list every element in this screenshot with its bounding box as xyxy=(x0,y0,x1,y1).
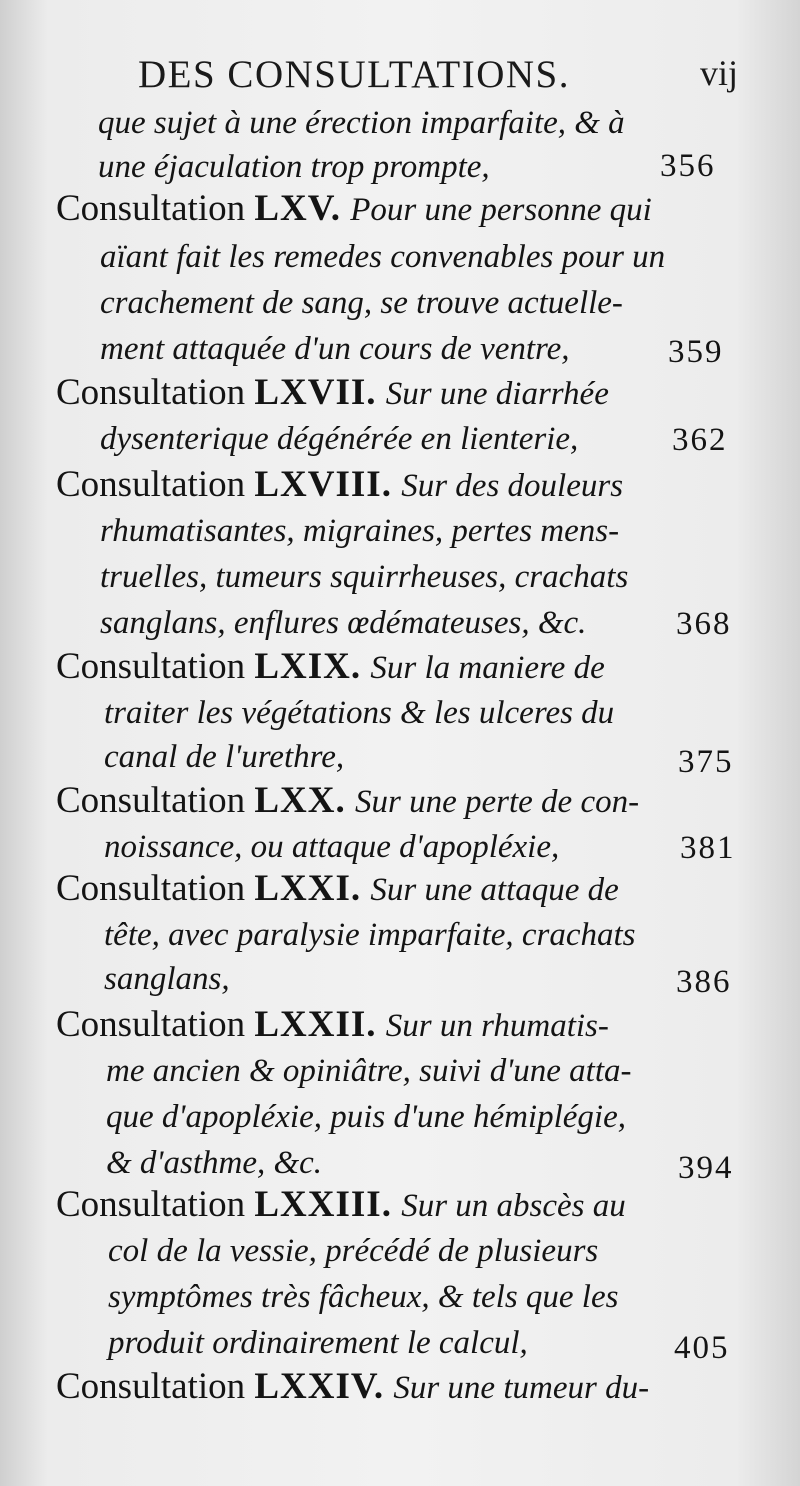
entry-2-line-2: dysenterique dégénérée en lienterie, xyxy=(100,421,579,457)
entry-7-line-2: me ancien & opiniâtre, suivi d'une atta- xyxy=(106,1053,632,1089)
entry-3-line-2: rhumatisantes, migraines, pertes mens- xyxy=(100,513,620,549)
entry-1-line-1: Pour une personne qui xyxy=(350,192,652,228)
entry-0-line-2: une éjaculation trop prompte, xyxy=(98,149,490,185)
consultation-label: Consultation xyxy=(56,372,246,413)
entry-3-page-number: 368 xyxy=(676,606,732,642)
entry-1-line-2: aïant fait les remedes convenables pour un xyxy=(100,239,666,275)
consultation-number: LXVII. xyxy=(254,372,377,413)
entry-8-line-3: symptômes très fâcheux, & tels que les xyxy=(108,1279,619,1315)
entry-6-page-number: 386 xyxy=(676,964,732,1000)
consultation-label: Consultation xyxy=(56,780,246,821)
entry-2-heading xyxy=(56,370,609,416)
entry-0-line-1: que sujet à une érection imparfaite, & à xyxy=(98,105,625,141)
entry-8-heading xyxy=(56,1182,626,1228)
entry-5-page-number: 381 xyxy=(680,830,736,866)
entry-9-line-1: Sur une tumeur du- xyxy=(393,1370,650,1406)
consultation-number: LXIX. xyxy=(254,646,362,687)
entry-8-page-number: 405 xyxy=(674,1330,730,1366)
entry-6-line-3: sanglans, xyxy=(104,961,230,997)
consultation-label: Consultation xyxy=(56,1184,246,1225)
entry-6-line-2: tête, avec paralysie imparfaite, crachats xyxy=(104,917,636,953)
entry-1-line-4: ment attaquée d'un cours de ventre, xyxy=(100,331,570,367)
entry-7-line-3: que d'apopléxie, puis d'une hémiplégie, xyxy=(106,1099,626,1135)
running-head xyxy=(138,46,738,106)
entry-5-line-2: noissance, ou attaque d'apopléxie, xyxy=(104,829,560,865)
consultation-number: LXXIII. xyxy=(254,1184,392,1225)
entry-7-line-4: & d'asthme, &c. xyxy=(106,1145,323,1181)
entry-5-heading xyxy=(56,778,639,824)
consultation-label: Consultation xyxy=(56,188,246,229)
entry-8-line-1: Sur un abscès au xyxy=(401,1188,626,1224)
entry-4-line-2: traiter les végétations & les ulceres du xyxy=(104,695,615,731)
entry-1-heading xyxy=(56,186,652,232)
consultation-number: LXXI. xyxy=(254,868,362,909)
consultation-number: LXXIV. xyxy=(254,1366,385,1407)
entry-0-page-number: 356 xyxy=(660,148,716,184)
consultation-number: LXV. xyxy=(254,188,341,229)
consultation-number: LXXII. xyxy=(254,1004,377,1045)
entry-4-page-number: 375 xyxy=(678,744,734,780)
entry-7-page-number: 394 xyxy=(678,1150,734,1186)
entry-4-line-3: canal de l'urethre, xyxy=(104,739,345,775)
entry-3-line-3: truelles, tumeurs squirrheuses, crachats xyxy=(100,559,629,595)
entry-1-line-3: crachement de sang, se trouve actuelle- xyxy=(100,285,623,321)
entry-2-line-1: Sur une diarrhée xyxy=(385,376,609,412)
entry-8-line-4: produit ordinairement le calcul, xyxy=(108,1325,528,1361)
entry-3-line-1: Sur des douleurs xyxy=(401,468,624,504)
consultation-label: Consultation xyxy=(56,646,246,687)
consultation-label: Consultation xyxy=(56,1004,246,1045)
consultation-label: Consultation xyxy=(56,464,246,505)
entry-1-page-number: 359 xyxy=(668,334,724,370)
entry-4-heading xyxy=(56,644,605,690)
consultation-label: Consultation xyxy=(56,868,246,909)
folio: vij xyxy=(699,53,738,93)
entry-8-line-2: col de la vessie, précédé de plusieurs xyxy=(108,1233,599,1269)
consultation-number: LXX. xyxy=(254,780,346,821)
running-title: DES CONSULTATIONS. xyxy=(138,53,570,96)
consultation-label: Consultation xyxy=(56,1366,246,1407)
entry-3-line-4: sanglans, enflures œdémateuses, &c. xyxy=(100,605,587,641)
consultation-number: LXVIII. xyxy=(254,464,392,505)
entry-7-heading xyxy=(56,1002,609,1048)
entry-9-heading xyxy=(56,1364,649,1410)
entry-7-line-1: Sur un rhumatis- xyxy=(385,1008,609,1044)
entry-5-line-1: Sur une perte de con- xyxy=(355,784,640,820)
entry-2-page-number: 362 xyxy=(672,422,728,458)
entry-6-line-1: Sur une attaque de xyxy=(370,872,619,908)
entry-6-heading xyxy=(56,866,619,912)
entry-4-line-1: Sur la maniere de xyxy=(370,650,605,686)
entry-3-heading xyxy=(56,462,623,508)
